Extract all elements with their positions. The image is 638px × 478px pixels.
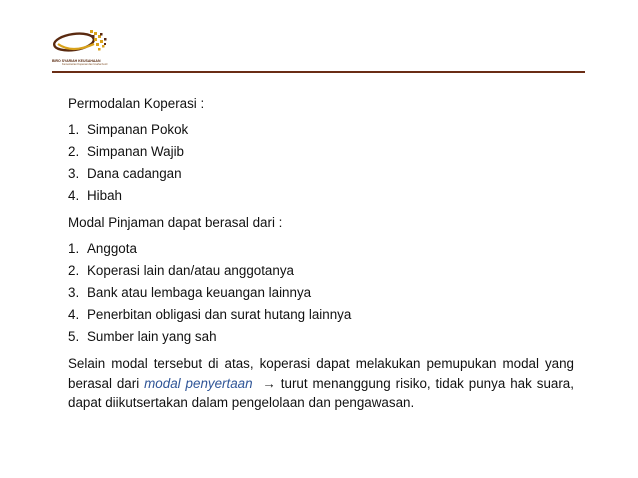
logo-emblem-icon: [50, 22, 112, 62]
list-item-text: Hibah: [87, 188, 122, 203]
section1-list: [68, 119, 574, 207]
section1-heading: Permodalan Koperasi :: [68, 96, 205, 111]
list-item: [68, 141, 574, 163]
section2-heading: Modal Pinjaman dapat berasal dari :: [68, 215, 283, 230]
list-item: [68, 326, 574, 348]
list-item-number: 2.: [68, 144, 80, 159]
list-item-text: Simpanan Wajib: [87, 144, 185, 159]
section2-list: [68, 238, 574, 348]
list-item: [68, 163, 574, 185]
header-divider: [52, 71, 585, 73]
logo: [50, 22, 112, 68]
list-item-number: 4.: [68, 188, 80, 203]
arrow-right-icon: →: [262, 375, 276, 391]
highlight-term: modal penyertaan: [144, 375, 253, 391]
paragraph-text-start: Selain modal tersebut di atas, koperasi dapat melakukan pemupukan modal yang berasal dari: [68, 356, 574, 391]
list-item: [68, 260, 574, 282]
list-item-text: Koperasi lain dan/atau anggotanya: [87, 263, 294, 278]
summary-paragraph: [68, 354, 574, 413]
logo-name: BIRO SYARIAH KEUSAHAAN: [52, 59, 101, 63]
list-item: [68, 304, 574, 326]
list-item-text: Simpanan Pokok: [87, 122, 189, 137]
list-item-number: 1.: [68, 241, 80, 256]
list-item: [68, 185, 574, 207]
list-item: [68, 119, 574, 141]
list-item-text: Anggota: [87, 241, 137, 256]
slide-content: [68, 96, 574, 413]
list-item-text: Dana cadangan: [87, 166, 182, 181]
list-item-number: 3.: [68, 285, 80, 300]
list-item-number: 2.: [68, 263, 80, 278]
list-item-text: Bank atau lembaga keuangan lainnya: [87, 285, 312, 300]
list-item-text: Sumber lain yang sah: [87, 329, 217, 344]
list-item-number: 5.: [68, 329, 80, 344]
paragraph-text-end: turut menanggung risiko, tidak punya hak suara, dapat diikutsertakan dalam pengelolaan dan pengawasan.: [68, 375, 574, 410]
list-item-number: 1.: [68, 122, 80, 137]
logo-tagline: Kementerian Koperasi dan Usaha Kecil: [62, 63, 108, 66]
list-item-number: 3.: [68, 166, 80, 181]
list-item: [68, 238, 574, 260]
list-item-number: 4.: [68, 307, 80, 322]
list-item-text: Penerbitan obligasi dan surat hutang lainnya: [87, 307, 352, 322]
list-item: [68, 282, 574, 304]
